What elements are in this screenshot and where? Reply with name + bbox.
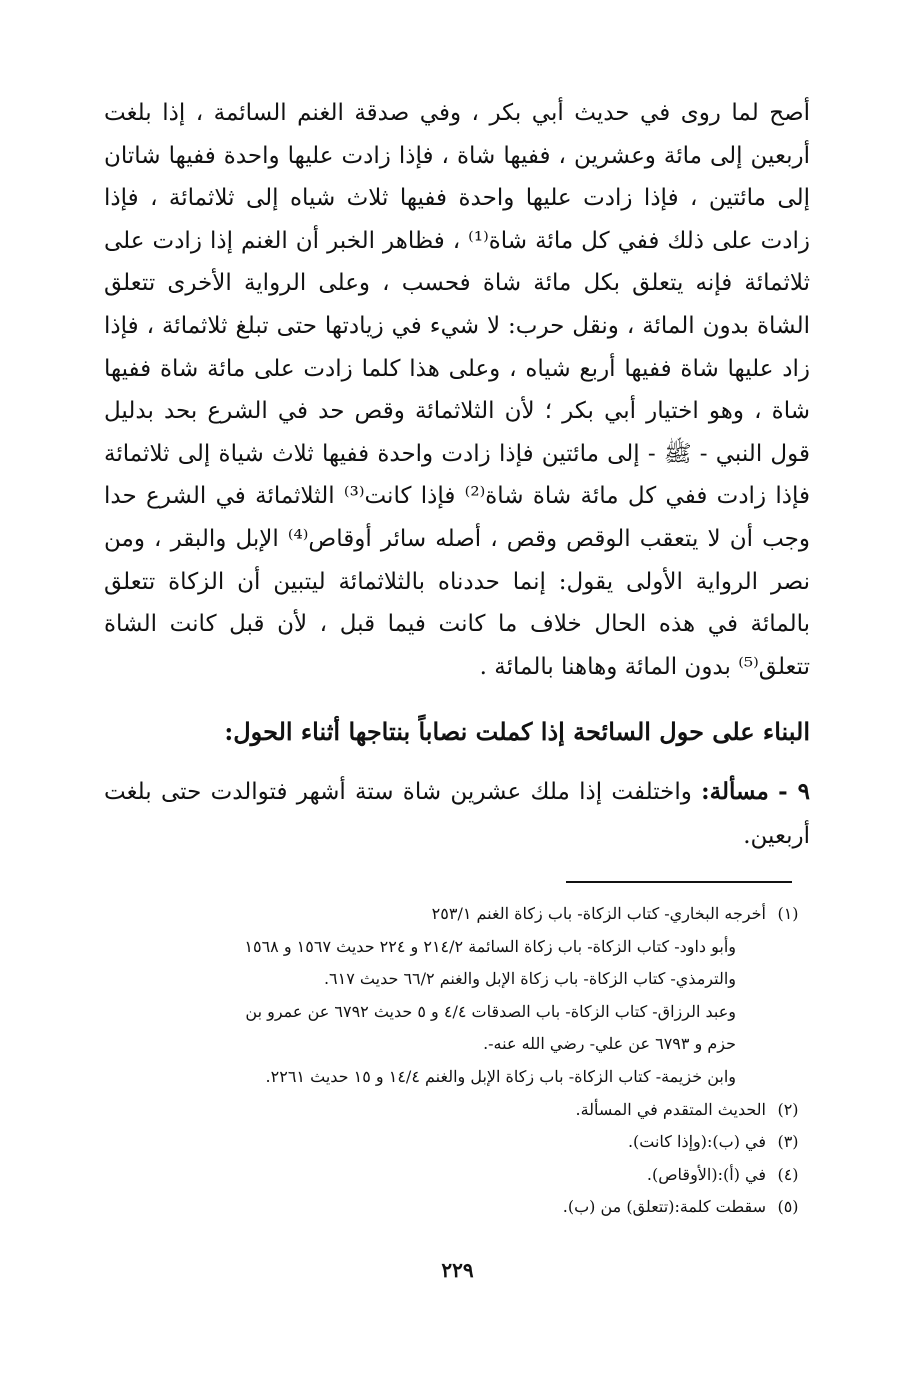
- footnote-1-continuation: وعبد الرزاق- كتاب الزكاة- باب الصدقات ٤/٤ و ٥ حديث ٦٧٩٢ عن عمرو بن: [245, 1001, 736, 1021]
- footnote-1-continuation: وابن خزيمة- كتاب الزكاة- باب زكاة الإبل والغنم ١٤/٤ و ١٥ حديث ٢٢٦١.: [265, 1066, 736, 1086]
- footnote-separator: [566, 881, 792, 883]
- footnote-4: [104, 1159, 810, 1192]
- question-paragraph: [104, 770, 810, 858]
- footnote-number: (٢): [777, 1099, 799, 1119]
- footnote-number: (٤): [777, 1164, 799, 1184]
- footnote-2: [104, 1094, 810, 1127]
- question-label: مسألة:: [701, 778, 769, 805]
- footnote-text: سقطت كلمة:(تتعلق) من (ب).: [562, 1197, 766, 1217]
- footnote-5: [104, 1191, 810, 1224]
- page-number: ٢٢٩: [441, 1258, 474, 1282]
- question-number: ٩ -: [778, 778, 811, 805]
- body-paragraph: أصح لما روى في حديث أبي بكر ، وفي صدقة الغنم السائمة ، إذا بلغت أربعين إلى مائة وعشرين ، ففيها شاة ، فإذا زادت عليها واحدة ففيها شاتان إلى مائتين ، فإذا زادت عليها واحدة ففيها ثلاث شياه إلى ثلاثمائة ، فإذا زادت على ذلك ففي كل مائة شاة⁽¹⁾ ، فظاهر الخبر أن الغنم إذا زادت على ثلاثمائة فإنه يتعلق بكل مائة شاة فحسب ، وعلى الرواية الأخرى تتعلق الشاة بدون المائة ، ونقل حرب: لا شيء في زيادتها حتى تبلغ ثلاثمائة ، فإذا زاد عليها شاة ففيها أربع شياه ، وعلى هذا كلما زادت على مائة شاة ففيها شاة ، وهو اختيار أبي بكر ؛ لأن الثلاثمائة وقص حد في الشرع بحد بدليل قول النبي - ﷺ - إلى مائتين فإذا زادت واحدة ففيها ثلاث شياة إلى ثلاثمائة فإذا زادت ففي كل مائة شاة شاة⁽²⁾ فإذا كانت⁽³⁾ الثلاثمائة في الشرع حدا وجب أن لا يتعقب الوقص وقص ، أصله سائر أوقاص⁽⁴⁾ الإبل والبقر ، ومن نصر الرواية الأولى يقول: إنما حددناه بالثلاثمائة ليتبين أن الزكاة تتعلق بالمائة في هذه الحال خلاف ما كانت فيما قبل ، لأن قبل كانت الشاة تتعلق⁽⁵⁾ بدون المائة وهاهنا بالمائة .: [104, 100, 811, 680]
- footnote-1-continuation: والترمذي- كتاب الزكاة- باب زكاة الإبل والغنم ٦٦/٢ حديث ٦١٧.: [323, 969, 736, 989]
- footnote-number: (٣): [777, 1132, 799, 1152]
- footnote-text: أخرجه البخاري- كتاب الزكاة- باب زكاة الغنم ٢٥٣/١: [431, 904, 766, 923]
- footnote-text: في (ب):(وإذا كانت).: [627, 1132, 766, 1152]
- footnote-number: (١): [777, 904, 799, 923]
- footnote-text: الحديث المتقدم في المسألة.: [575, 1099, 766, 1119]
- footnote-3: [104, 1126, 810, 1159]
- footnote-text: في (أ):(الأوقاص).: [646, 1164, 766, 1184]
- question-text: واختلفت إذا ملك عشرين شاة ستة أشهر فتوالدت حتى بلغت أربعين.: [104, 779, 810, 849]
- footnote-1: [104, 898, 810, 931]
- footnote-number: (٥): [777, 1197, 799, 1217]
- footnote-1-continuation: وأبو داود- كتاب الزكاة- باب زكاة السائمة ٢١٤/٢ و ٢٢٤ حديث ١٥٦٧ و ١٥٦٨: [244, 936, 736, 956]
- footnote-1-continuation: حزم و ٦٧٩٣ عن علي- رضي الله عنه-.: [483, 1034, 736, 1054]
- section-heading: البناء على حول السائحة إذا كملت نصاباً بنتاجها أثناء الحول:: [224, 717, 810, 746]
- footnotes: [104, 898, 810, 1224]
